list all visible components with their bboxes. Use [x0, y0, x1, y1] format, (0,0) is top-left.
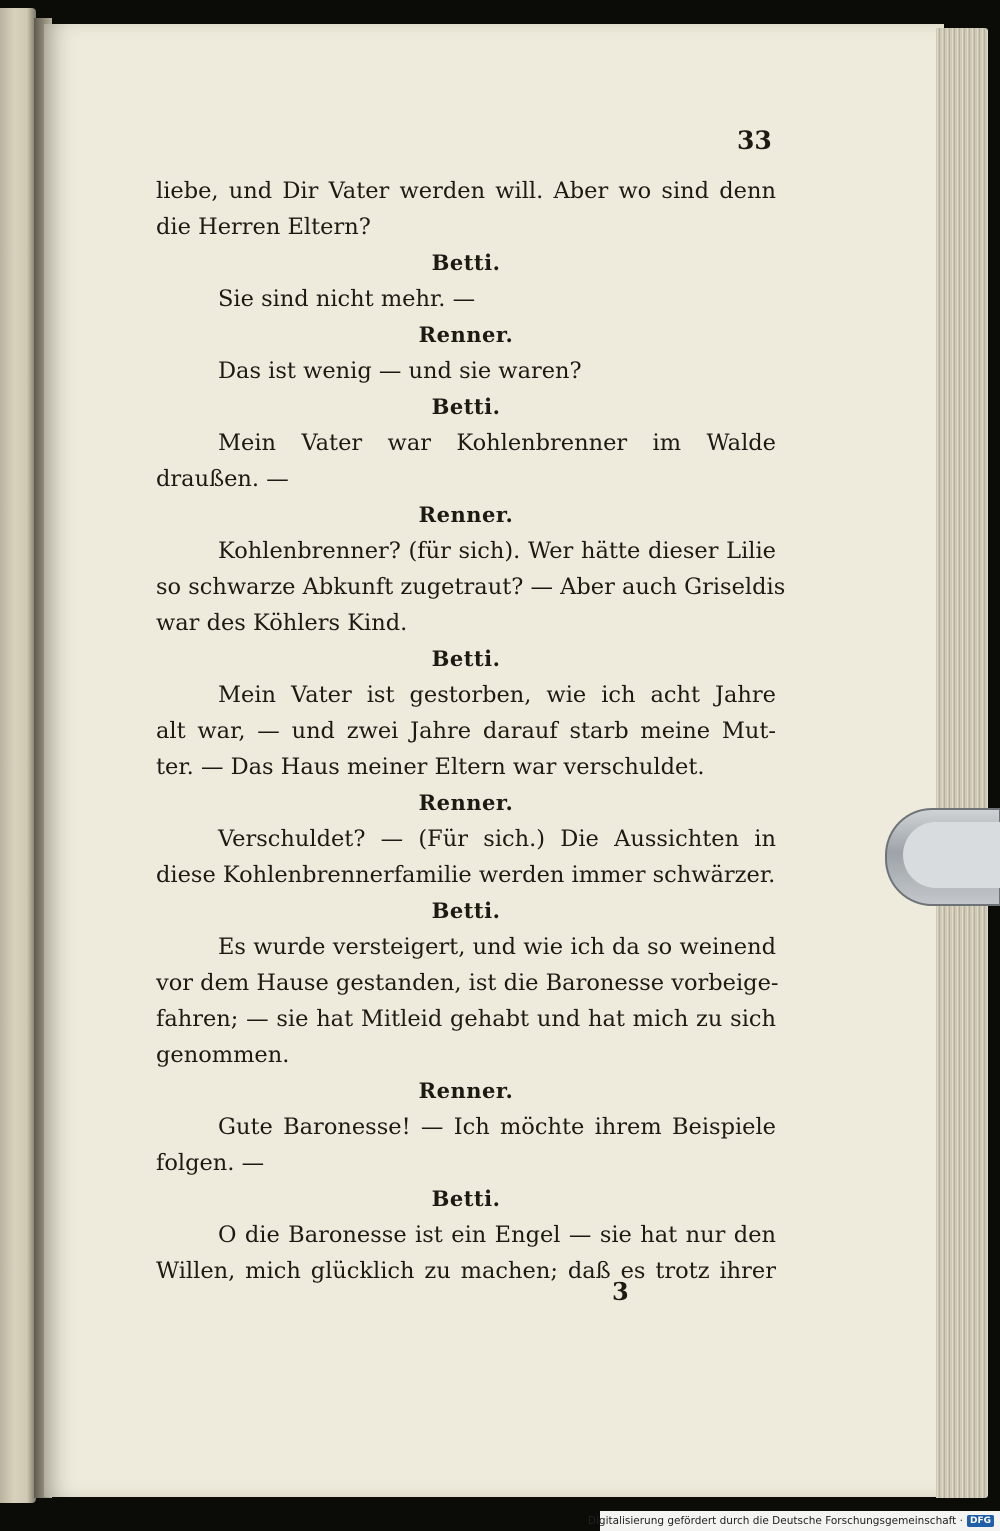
- speaker-name: Betti.: [431, 1186, 501, 1211]
- footer-credit: Digitalisierung gefördert durch die Deutsche Forschungsgemeinschaft: [587, 1515, 957, 1527]
- text-line: fahren; — sie hat Mitleid gehabt und hat mich zu sich: [156, 1006, 776, 1032]
- text-line: ter. — Das Haus meiner Eltern war verschuldet.: [156, 754, 705, 780]
- page-number: 33: [737, 126, 772, 155]
- speaker-name: Betti.: [431, 250, 501, 275]
- text-line: Es wurde versteigert, und wie ich da so weinend: [218, 934, 776, 960]
- text-line: Gute Baronesse! — Ich möchte ihrem Beispiele: [218, 1114, 776, 1140]
- left-page-edge: [0, 8, 36, 1503]
- text-line: Verschuldet? — (Für sich.) Die Aussichten in: [218, 826, 776, 852]
- signature-mark: 3: [612, 1277, 629, 1306]
- footer-separator: ·: [956, 1515, 963, 1527]
- page-stack-edges: [936, 28, 988, 1498]
- text-line: liebe, und Dir Vater werden will. Aber wo sind denn: [156, 178, 776, 204]
- speaker-name: Renner.: [418, 1078, 514, 1103]
- text-line: vor dem Hause gestanden, ist die Baronesse vorbeige-: [156, 970, 779, 996]
- text-line: war des Köhlers Kind.: [156, 610, 408, 636]
- speaker-name: Betti.: [431, 646, 501, 671]
- speaker-name: Betti.: [431, 898, 501, 923]
- text-line: Mein Vater ist gestorben, wie ich acht Jahre: [218, 682, 776, 708]
- speaker-name: Renner.: [418, 790, 514, 815]
- speaker-name: Renner.: [418, 322, 514, 347]
- text-line: folgen. —: [156, 1150, 265, 1176]
- text-line: genommen.: [156, 1042, 290, 1068]
- text-line: so schwarze Abkunft zugetraut? — Aber auch Griseldis: [156, 574, 786, 600]
- text-line: alt war, — und zwei Jahre darauf starb meine Mut-: [156, 718, 776, 744]
- text-line: die Herren Eltern?: [156, 214, 371, 240]
- page-text: [156, 173, 786, 1289]
- text-line: Kohlenbrenner? (für sich). Wer hätte dieser Lilie: [218, 538, 776, 564]
- text-line: Sie sind nicht mehr. —: [218, 286, 476, 312]
- text-line: Mein Vater war Kohlenbrenner im Walde: [218, 430, 776, 456]
- speaker-name: Betti.: [431, 394, 501, 419]
- bookmark-clip: [885, 808, 1000, 906]
- digitization-footer: [587, 1511, 1000, 1531]
- text-line: Willen, mich glücklich zu machen; daß es trotz ihrer: [156, 1258, 776, 1284]
- text-line: Das ist wenig — und sie waren?: [218, 358, 582, 384]
- speaker-name: Renner.: [418, 502, 514, 527]
- text-line: diese Kohlenbrennerfamilie werden immer schwärzer.: [156, 862, 776, 888]
- dfg-logo: DFG: [967, 1515, 994, 1527]
- text-line: draußen. —: [156, 466, 289, 492]
- bookmark-clip-inner: [903, 822, 1000, 888]
- text-line: O die Baronesse ist ein Engel — sie hat nur den: [218, 1222, 776, 1248]
